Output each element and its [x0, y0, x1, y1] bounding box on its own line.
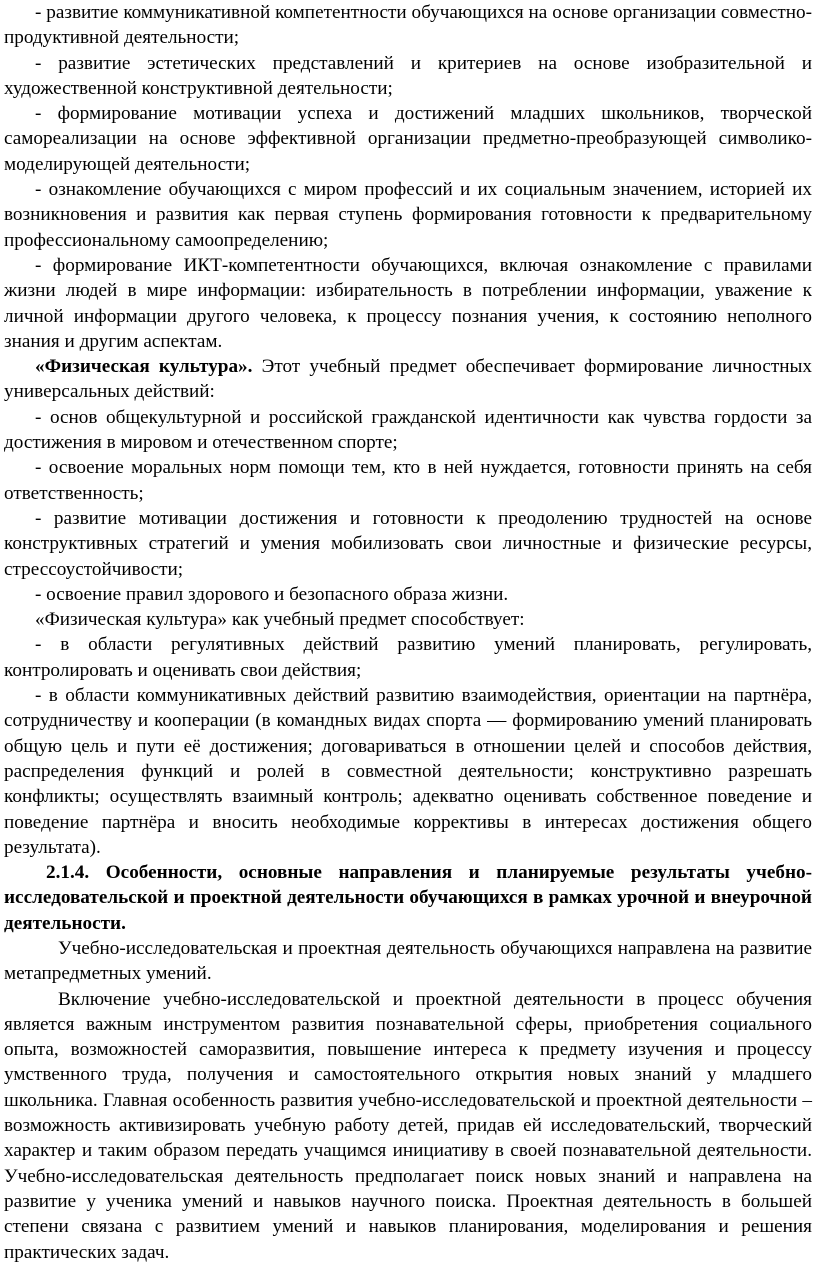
- paragraph-pe-communicative: - в области коммуникативных действий развитию взаимодействия, ориентации на партнёра, сотрудничеству и кооперации (в командных видах спорта — формированию умений планировать общую цель и пути её достижения; договариваться в отношении целей и способов действия, распределения функций и ролей в совместной деятельности; конструктивно разрешать конфликты; осуществлять взаимный контроль; адекватно оценивать собственное поведение и поведение партнёра и вносить необходимые коррективы в интересах достижения общего результата).: [4, 685, 812, 858]
- paragraph-communicative: - развитие коммуникативной компетентности обучающихся на основе организации совместно-продуктивной деятельности;: [4, 2, 812, 49]
- paragraph-pe-regulatory: - в области регулятивных действий развитию умений планировать, регулировать, контролировать и оценивать свои действия;: [4, 634, 812, 681]
- paragraph-research-body: Включение учебно-исследовательской и проектной деятельности в процесс обучения является важным инструментом развития познавательной сферы, приобретения социального опыта, возможностей саморазвития, повышение интереса к предмету изучения и процессу умственного труда, получения и самостоятельного открытия новых знаний у младшего школьника. Главная особенность развития учебно-исследовательской и проектной деятельности – возможность активизировать учебную работу детей, придав ей исследовательский, творческий характер и таким образом передать учащимся инициативу в своей познавательной деятельности. Учебно-исследовательская деятельность предполагает поиск новых знаний и направлена на развитие у ученика умений и навыков научного поиска. Проектная деятельность в большей степени связана с развитием умений и навыков планирования, моделирования и решения практических задач.: [4, 988, 812, 1263]
- paragraph-pe-health: - освоение правил здорового и безопасного образа жизни.: [35, 583, 509, 605]
- pe-intro-text: Этот учебный предмет обеспечивает формирование личностных универсальных действий:: [4, 356, 812, 403]
- paragraph-pe-identity: - основ общекультурной и российской гражданской идентичности как чувства гордости за достижения в мировом и отечественном спорте;: [4, 406, 812, 454]
- paragraph-research-intro: Учебно-исследовательская и проектная деятельность обучающихся направлена на развитие метапредметных умений.: [4, 937, 812, 985]
- paragraph-professions: - ознакомление обучающихся с миром профессий и их социальным значением, историей их возникновения и развития как первая ступень формирования готовности к предварительному профессиональному самоопределению;: [4, 179, 812, 251]
- paragraph-aesthetic: - развитие эстетических представлений и критериев на основе изобразительной и художественной конструктивной деятельности;: [4, 52, 812, 99]
- paragraph-pe-motivation: - развитие мотивации достижения и готовности к преодолению трудностей на основе конструктивных стратегий и умения мобилизовать свои личностные и физические ресурсы, стрессоустойчивости;: [4, 507, 812, 580]
- paragraph-pe-intro: [4, 354, 812, 405]
- paragraph-pe-moral: - освоение моральных норм помощи тем, кто в ней нуждается, готовности принять на себя ответственность;: [4, 457, 812, 504]
- paragraph-pe-contributes: «Физическая культура» как учебный предмет способствует:: [35, 609, 525, 631]
- pe-subject-title: «Физическая культура».: [35, 356, 253, 378]
- section-heading: 2.1.4. Особенности, основные направления и планируемые результаты учебно-исследовательской и проектной деятельности обучающихся в рамках урочной и внеурочной деятельности.: [4, 862, 812, 934]
- paragraph-ict: - формирование ИКТ-компетентности обучающихся, включая ознакомление с правилами жизни людей в мире информации: избирательность в потреблении информации, уважение к личной информации другого человека, к процессу познания учения, к состоянию неполного знания и другим аспектам.: [4, 254, 812, 352]
- paragraph-motivation: - формирование мотивации успеха и достижений младших школьников, творческой самореализации на основе эффективной организации предметно-преобразующей символико-моделирующей деятельности;: [4, 103, 812, 175]
